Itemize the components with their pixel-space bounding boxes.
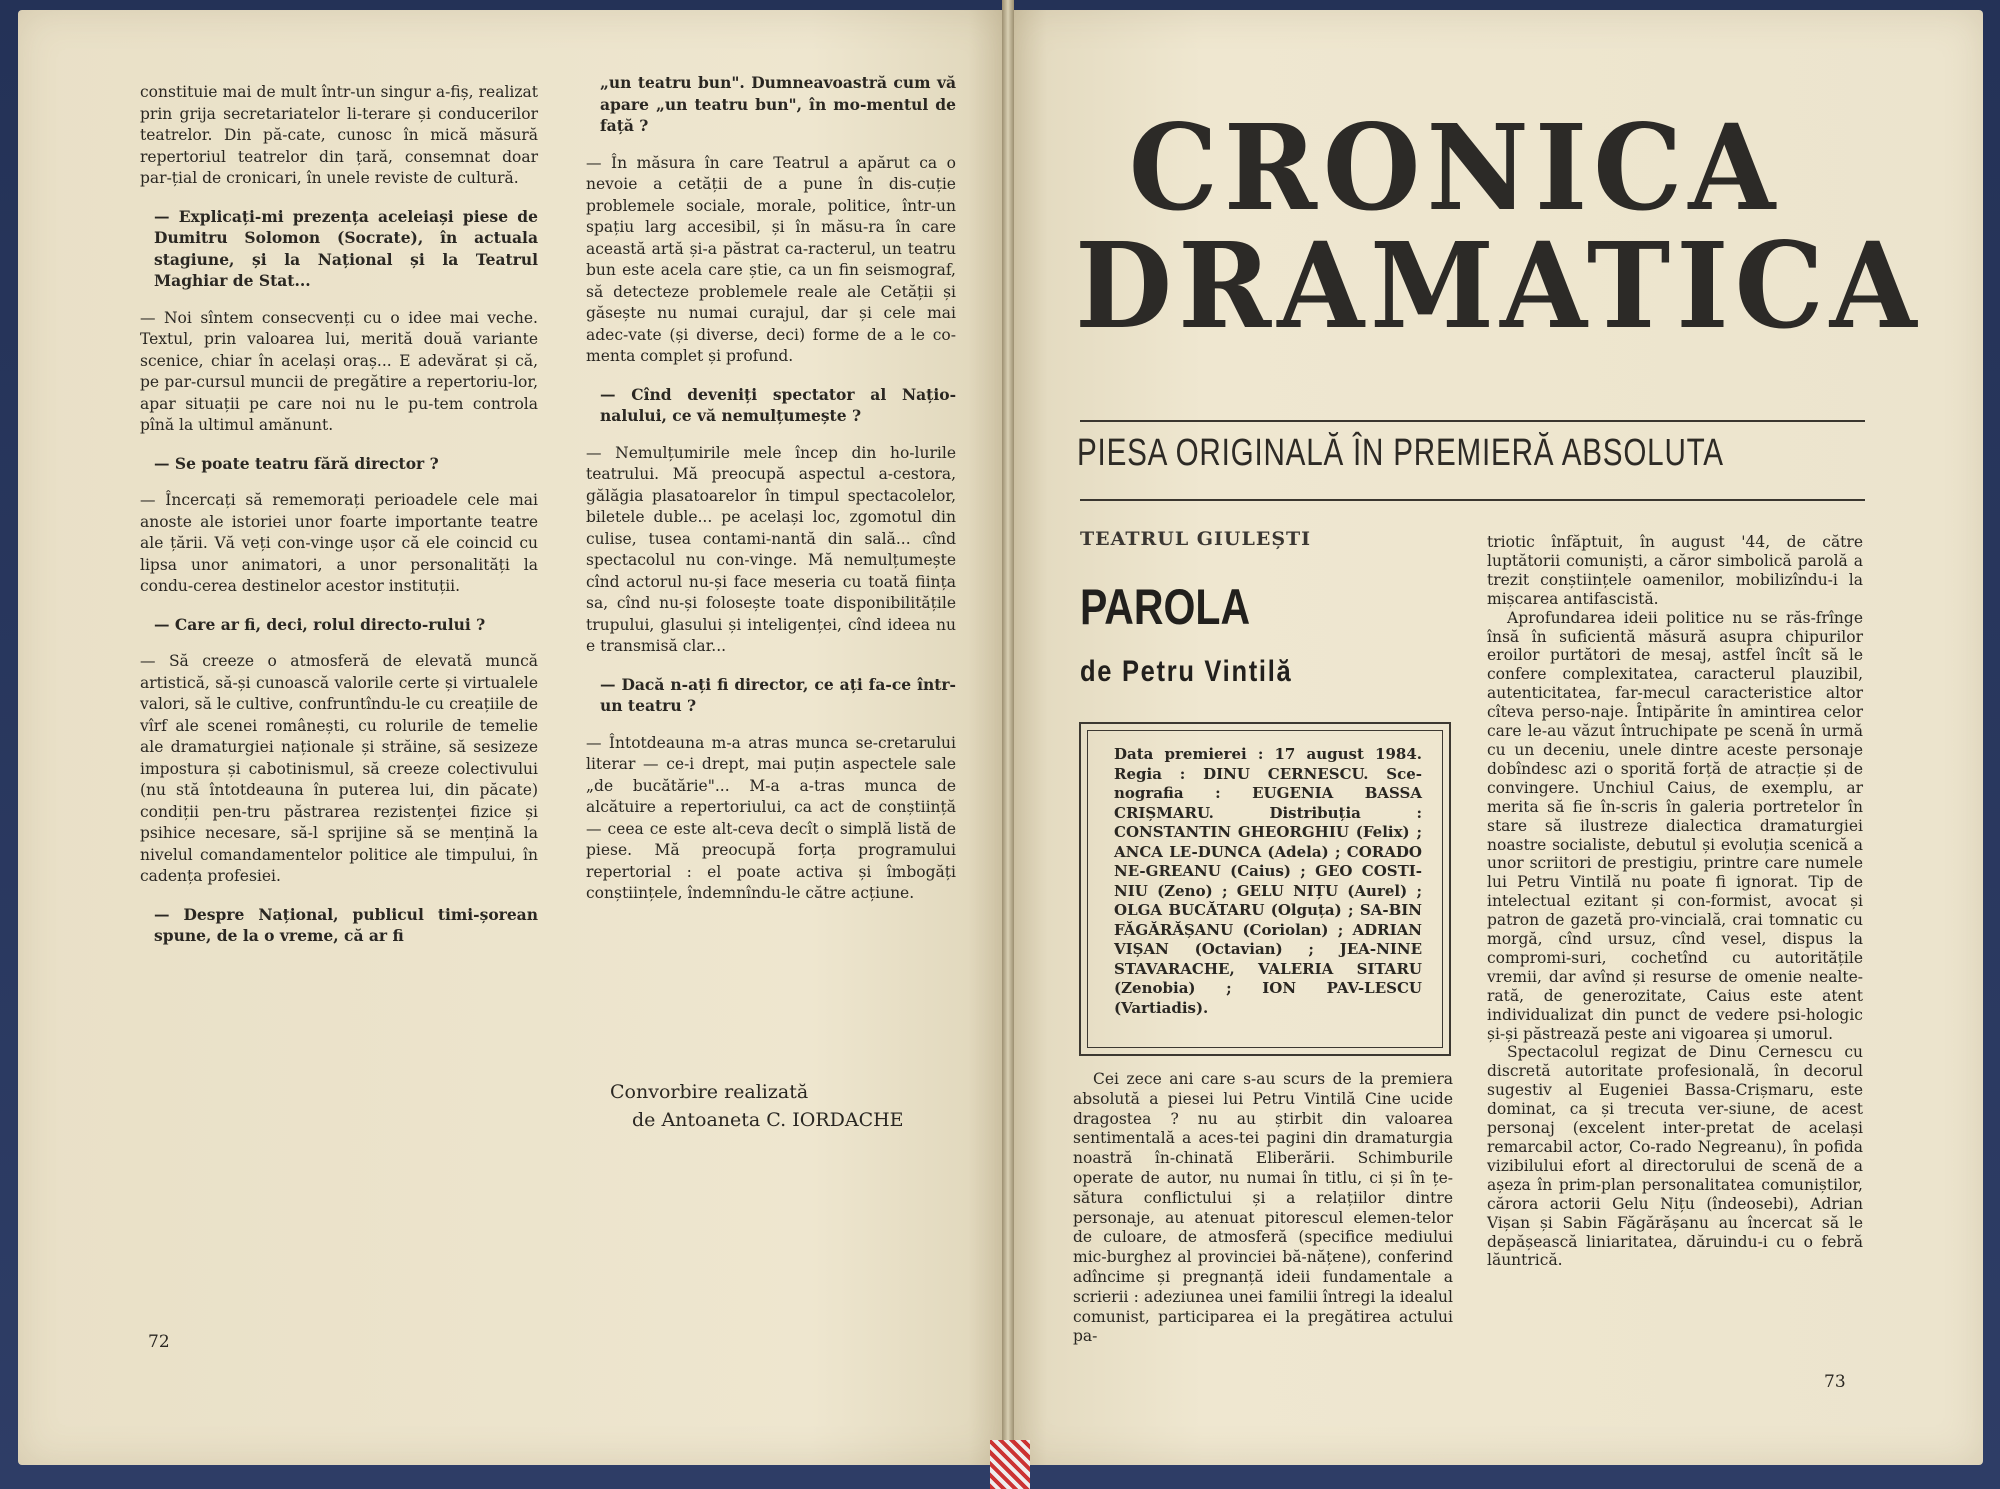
review-paragraph: Aprofundarea ideii politice nu se răs-frînge însă în suficientă măsură asupra chipurilor eroilor purtători de mesaj, astfel încît să le confere complexitatea, caracterul plauzibil, autenticitatea, far-mecul caracteristice altor cîteva perso-naje. Întipărite în amintirea celor care le-au văzut întruchipate pe scenă în urmă cu un deceniu, unele dintre aceste personaje dobîndesc azi o sporită forță de atracție și de convingere. Unchiul Caius, de exemplu, ar merita să fie în-scris în galeria portretelor în stare să ilustreze dialectica dramaturgiei noastre socialiste, debutul și evoluția scenică a unor scriitori de prestigiu, printre care numele lui Petru Vintilă nu poate fi ignorat. Tip de intelectual ezitant și con-formist, avocat și patron de gazetă pro-vincială, crai tomnatic cu morgă, cînd ursuz, cînd vesel, dispus la compromi-suri, cochetînd cu autoritățile vremii, dar avînd și resurse de omenie nealte-rată, de generozitate, Caius este atent individualizat din punct de vedere psi-hologic și-și păstrează peste ani vigoarea și umorul. xyxy=(1487,608,1863,1043)
masthead-title xyxy=(1075,99,1923,356)
interview-question: — Dacă n-ați fi director, ce ați fa-ce într-un teatru ? xyxy=(600,674,956,715)
section-kicker: PIESA ORIGINALĂ ÎN PREMIERĂ ABSOLUTA xyxy=(1077,432,1724,474)
review-paragraph: triotic înfăptuit, în august '44, de către luptătorii comuniști, a căror simbolică parolă a trezit conștiințele oamenilor, mobilizîndu-i la mișcarea antifascistă. xyxy=(1487,533,1863,608)
theatre-name: TEATRUL GIULEȘTI xyxy=(1080,528,1312,550)
interview-answer: — Încercați să rememorați perioadele cele mai anoste ale istoriei unor foarte importante teatre ale țării. Vă veți con-vinge ușor că ele coincid cu lipsa unor animatori, a unor personalități la condu-cerea destinelor acestor instituții. xyxy=(140,491,538,595)
interview-answer: — Nemulțumirile mele încep din ho-lurile teatrului. Mă preocupă aspectul a-cestora, gălăgia plasatoarelor în timpul spectacolelor, biletele duble... pe același loc, zgomotul din culise, tusea contami-nantă din sală... cînd spectacolul nu con-vinge. Mă nemulțumește cînd actorul nu-și face meseria cu toată ființa sa, cînd nu-și folosește toate disponibilitățile trupului, glasului și inteligenței, cînd ideea nu e transmisă clar... xyxy=(586,443,956,655)
credit-line-1: Convorbire realizată xyxy=(610,1081,809,1103)
bottom-rule xyxy=(1080,499,1865,501)
interview-question: „un teatru bun". Dumneavoastră cum vă apare „un teatru bun", în mo-mentul de față ? xyxy=(600,73,956,135)
play-title: PAROLA xyxy=(1080,579,1251,635)
interview-question: — Despre Național, publicul timi-șorean spune, de la o vreme, că ar fi xyxy=(154,904,538,945)
interview-answer: — Întotdeauna m-a atras munca se-cretarului literar — ce-i drept, mai puțin aspectele sale „de bucătărie"... M-a a-tras munca de alcătuire a repertoriului, ca act de conștiință — ceea ce este alt-ceva decît o simplă listă de piese. Mă preocupă forța programului repertorial : el poate activa și îmbogăți conștiințele, îndemnîndu-le către acțiune. xyxy=(586,733,956,902)
interview-answer: — În măsura în care Teatrul a apărut ca o nevoie a cetății de a pune în dis-cuție problemele sociale, morale, politice, într-un spațiu larg accesibil, și în măsu-ra în care această artă și-a păstrat ca-racterul, un teatru bun este acela care știe, ca un fin seismograf, să detecteze problemele reale ale Cetății și găsește nu numai curajul, dar și cele mai adec-vate (și diverse, deci) forme de a le co-menta complet și profund. xyxy=(586,153,956,365)
left-column-2 xyxy=(586,72,956,921)
page-number-left: 72 xyxy=(148,1332,170,1352)
credits-box xyxy=(1079,722,1451,1056)
credit-line-2: de Antoaneta C. IORDACHE xyxy=(632,1109,904,1131)
interview-credit xyxy=(610,1078,904,1134)
left-page xyxy=(18,10,1008,1465)
right-column-2 xyxy=(1487,533,1863,1270)
left-column-1 xyxy=(140,82,538,963)
masthead-line-1: CRONICA xyxy=(1128,99,1782,238)
credits-box-text: Data premierei : 17 august 1984. Regia : DINU CERNESCU. Sce-nografia : EUGENIA BASSA CRIȘMARU. Distribuția : CONSTANTIN GHEORGHIU (Felix) ; ANCA LE-DUNCA (Adela) ; CORADO NE-GREANU (Caius) ; GEO COSTI-NIU (Zeno) ; GELU NIȚU (Aurel) ; OLGA BUCĂTARU (Olguța) ; SA-BIN FĂGĂRĂȘANU (Coriolan) ; ADRIAN VIȘAN (Octavian) ; JEA-NINE STAVARACHE, VALERIA SITARU (Zenobia) ; ION PAV-LESCU (Vartiadis). xyxy=(1087,730,1443,1048)
bookmark-ribbon xyxy=(990,1440,1030,1489)
review-paragraph: Spectacolul regizat de Dinu Cernescu cu discretă autoritate profesională, în decorul sugestiv al Eugeniei Bassa-Crișmaru, este dominat, ca și trecuta ver-siune, de acest personaj (excelent inter-pretat de același remarcabil actor, Co-rado Negreanu), în pofida vizibilului efort al directorului de scenă de a așeza în prim-plan personalitatea comuniștilor, cărora actorii Gelu Nițu (îndeosebi), Adrian Vișan și Sabin Făgărășanu au încercat să le depășească liniaritatea, dăruindu-i cu o febră lăuntrică. xyxy=(1487,1043,1863,1270)
interview-answer: — Noi sîntem consecvenți cu o idee mai veche. Textul, prin valoarea lui, merită două variante scenice, chiar în același oraș... E adevărat și că, pe par-cursul muncii de pregătire a repertoriu-lor, apar situații pe care noi nu le pu-tem controla pînă la ultimul amănunt. xyxy=(140,308,538,434)
masthead-line-2: DRAMATICA xyxy=(1075,217,1923,356)
interview-question: — Care ar fi, deci, rolul directo-rului ? xyxy=(154,614,486,634)
review-paragraph: Cei zece ani care s-au scurs de la premiera absolută a piesei lui Petru Vintilă Cine ucide dragostea ? nu au știrbit din valoarea sentimentală a aces-tei pagini din dramaturgia noastră în-chinată Eliberării. Schimburile operate de autor, nu numai în titlu, ci și în țe-sătura conflictului și a relațiilor dintre personaje, au atenuat pitorescul elemen-telor de culoare, de atmosferă (specifice mediului mic-burghez al provinciei bă-nățene), conferind adîncime și pregnanță ideii fundamentale a scrierii : adeziunea unei familii întregi la idealul comunist, participarea ei la pregătirea actului pa- xyxy=(1073,1070,1453,1346)
interview-question: — Cînd deveniți spectator al Națio-nalului, ce vă nemulțumește ? xyxy=(600,384,956,425)
right-column-1 xyxy=(1073,1070,1453,1363)
page-number-right: 73 xyxy=(1824,1372,1846,1392)
interview-question: — Se poate teatru fără director ? xyxy=(154,453,439,473)
interview-question: — Explicați-mi prezența aceleiași piese de Dumitru Solomon (Socrate), în actuala stagiune, și la Național și la Teatrul Maghiar de Stat... xyxy=(154,206,538,290)
top-rule xyxy=(1080,420,1865,422)
interview-answer: constituie mai de mult într-un singur a-fiș, realizat prin grija secretariatelor li-terare și conducerilor teatrelor. Din pă-cate, cunosc în mică măsură repertoriul teatrelor din țară, consemnat doar par-țial de cronicari, în unele reviste de cultură. xyxy=(140,83,538,187)
interview-answer: — Să creeze o atmosferă de elevată muncă artistică, să-și cunoască valorile certe și virtualele valori, să le cultive, confruntîndu-le cu creațiile de vîrf ale scenei românești, cu rolurile de temelie ale dramaturgiei naționale și străine, să sesizeze impostura și cabotinismul, să creeze colectivului (nu stă întotdeauna în puterea lui, din păcate) condiții pen-tru păstrarea rezistenței fizice și psihice necesare, să-l sprijine să se mențină la nivelul comandamentelor politice ale timpului, în cadența profesiei. xyxy=(140,652,538,885)
play-author: de Petru Vintilă xyxy=(1080,655,1293,688)
book-gutter xyxy=(1002,0,1014,1489)
